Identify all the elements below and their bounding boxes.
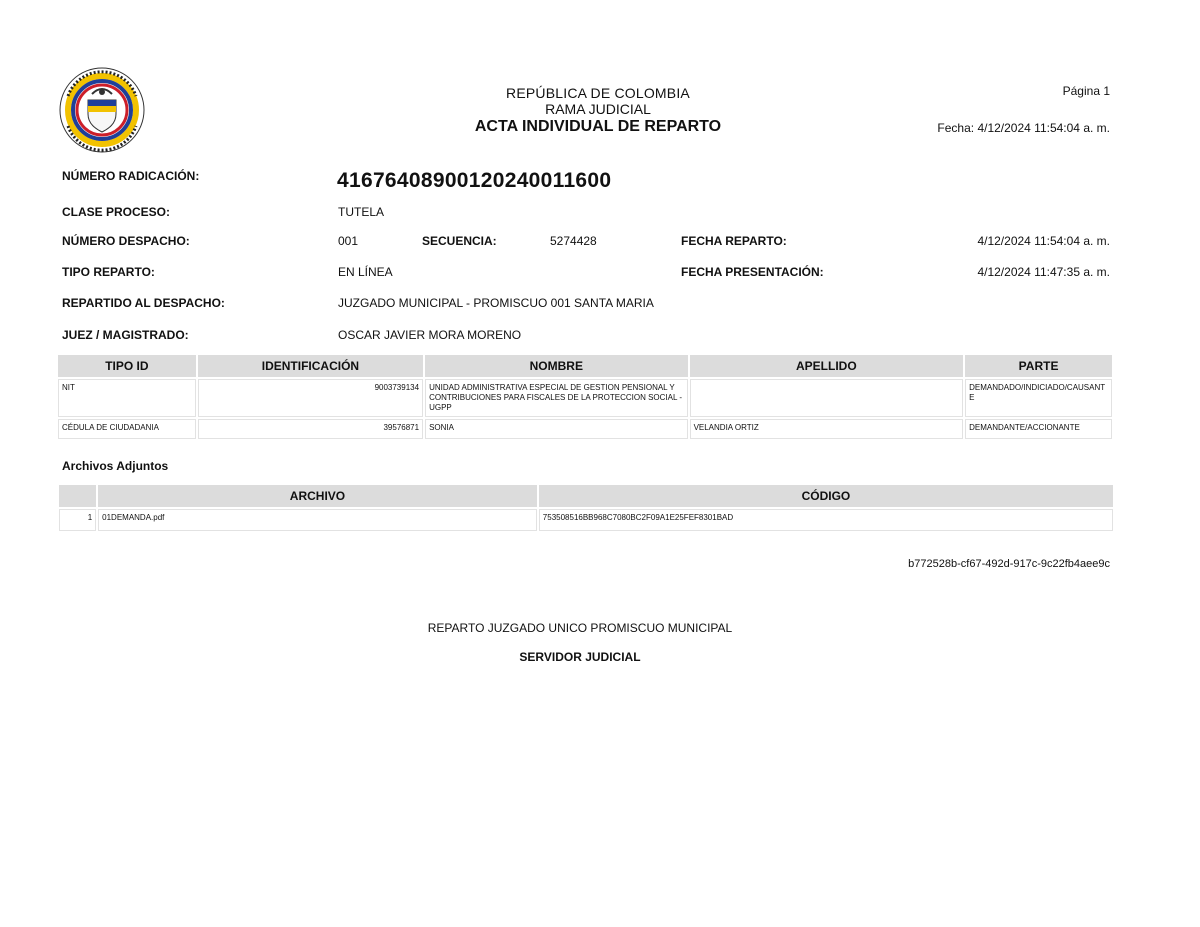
col-header-parte: PARTE [965, 355, 1112, 377]
cell-apellido: VELANDIA ORTIZ [690, 419, 964, 439]
cell-parte: DEMANDADO/INDICIADO/CAUSANTE [965, 379, 1112, 417]
cell-nombre: SONIA [425, 419, 688, 439]
document-title: ACTA INDIVIDUAL DE REPARTO [474, 118, 722, 135]
clase-proceso-value: TUTELA [338, 205, 385, 219]
fecha-presentacion-value: 4/12/2024 11:47:35 a. m. [977, 265, 1110, 279]
cell-tipo-id: CÉDULA DE CIUDADANIA [58, 419, 196, 439]
col-header-archivo: ARCHIVO [98, 485, 537, 507]
fecha-presentacion-label: FECHA PRESENTACIÓN: [681, 265, 824, 279]
table-row [58, 379, 1112, 417]
fecha-reparto-value: 4/12/2024 11:54:04 a. m. [977, 234, 1110, 248]
numero-despacho-value: 001 [338, 234, 359, 248]
fecha-reparto-label: FECHA REPARTO: [681, 234, 787, 248]
attachments-header-row [59, 485, 1113, 507]
col-header-nombre: NOMBRE [425, 355, 688, 377]
cell-nombre: UNIDAD ADMINISTRATIVA ESPECIAL DE GESTION PENSIONAL Y CONTRIBUCIONES PARA FISCALES DE LA PROTECCION SOCIAL - UGPP [425, 379, 688, 417]
attachments-title: Archivos Adjuntos [62, 459, 169, 473]
clase-proceso-label: CLASE PROCESO: [62, 205, 171, 219]
page-number: Página 1 [1062, 84, 1110, 98]
numero-despacho-label: NÚMERO DESPACHO: [62, 234, 190, 248]
document-uuid: b772528b-cf67-492d-917c-9c22fb4aee9c [908, 558, 1110, 570]
col-header-tipo-id: TIPO ID [58, 355, 196, 377]
parties-table [56, 353, 1114, 441]
header-rama-judicial: RAMA JUDICIAL [545, 101, 651, 117]
tipo-reparto-label: TIPO REPARTO: [62, 265, 155, 279]
cell-apellido [690, 379, 964, 417]
footer-servidor-judicial: SERVIDOR JUDICIAL [519, 650, 641, 664]
juez-label: JUEZ / MAGISTRADO: [62, 328, 189, 342]
parties-header-row [58, 355, 1112, 377]
repartido-value: JUZGADO MUNICIPAL - PROMISCUO 001 SANTA MARIA [338, 296, 654, 310]
cell-index: 1 [59, 509, 96, 531]
secuencia-value: 5274428 [550, 234, 597, 248]
cell-tipo-id: NIT [58, 379, 196, 417]
secuencia-label: SECUENCIA: [422, 234, 497, 248]
repartido-label: REPARTIDO AL DESPACHO: [62, 296, 225, 310]
tipo-reparto-value: EN LÍNEA [338, 265, 393, 279]
radicacion-label: NÚMERO RADICACIÓN: [62, 169, 200, 183]
table-row [59, 509, 1113, 531]
document-date: Fecha: 4/12/2024 11:54:04 a. m. [937, 121, 1110, 135]
cell-archivo-link[interactable]: 01DEMANDA.pdf [98, 509, 537, 531]
cell-parte: DEMANDANTE/ACCIONANTE [965, 419, 1112, 439]
footer-reparto-office: REPARTO JUZGADO UNICO PROMISCUO MUNICIPAL [427, 621, 733, 635]
col-header-identificacion: IDENTIFICACIÓN [198, 355, 423, 377]
col-header-codigo: CÓDIGO [539, 485, 1113, 507]
radicacion-number: 41676408900120240011600 [337, 169, 612, 192]
table-row [58, 419, 1112, 439]
rama-judicial-seal-logo [58, 66, 146, 154]
cell-identificacion: 9003739134 [198, 379, 423, 417]
cell-identificacion: 39576871 [198, 419, 423, 439]
attachments-table [57, 483, 1115, 533]
header-republic: REPÚBLICA DE COLOMBIA [506, 85, 690, 101]
col-header-index [59, 485, 96, 507]
cell-codigo: 753508516BB968C7080BC2F09A1E25FEF8301BAD [539, 509, 1113, 531]
col-header-apellido: APELLIDO [690, 355, 964, 377]
juez-value: OSCAR JAVIER MORA MORENO [338, 328, 522, 342]
